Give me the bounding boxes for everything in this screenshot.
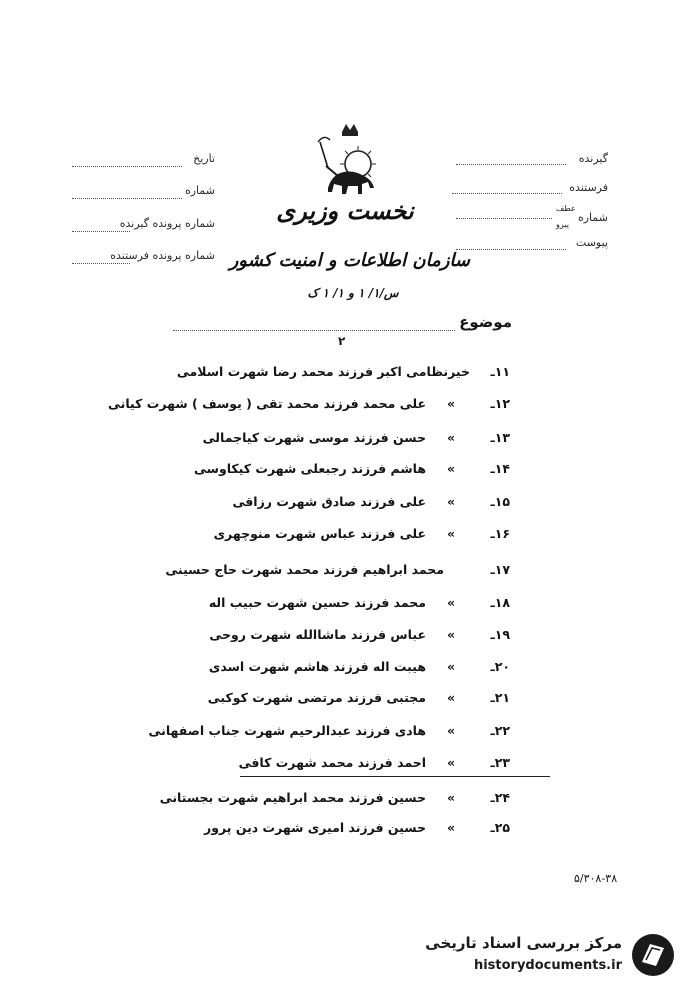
attachment-label: پیوست	[575, 236, 608, 249]
date-line	[72, 166, 182, 167]
list-item: ۱۱ـ خیرنظامی اکبر فرزند محمد رضا شهرت اسلامی	[176, 364, 510, 379]
sender-file-line	[72, 263, 130, 264]
serial-line	[72, 198, 182, 199]
organization-name: سازمان اطلاعات و امنیت کشور	[229, 250, 470, 271]
list-item: ۲۳ـ » احمد فرزند محمد شهرت کافی	[238, 755, 510, 770]
page-number: ۲	[338, 334, 346, 348]
list-item: ۲۰ـ » هیبت اله فرزند هاشم شهرت اسدی	[208, 659, 510, 674]
subject-line	[173, 330, 455, 331]
recipient-label: گیرنده	[578, 152, 608, 165]
number-sub-upper: عطف	[556, 204, 576, 213]
number-sub-lower: پیرو	[556, 220, 569, 229]
list-item: ۱۷ـ محمد ابراهیم فرزند محمد شهرت حاج حسینی	[165, 562, 510, 577]
number-line	[456, 218, 552, 219]
divider	[240, 776, 550, 777]
list-item: ۱۸ـ » محمد فرزند حسین شهرت حبیب اله	[208, 595, 510, 610]
sender-file-label: شماره پرونده فرستنده	[110, 249, 215, 262]
watermark-url: historydocuments.ir	[473, 958, 622, 973]
serial-label: شماره	[184, 184, 215, 197]
watermark-title: مرکز بررسی اسناد تاریخی	[425, 934, 622, 952]
lion-and-sun-emblem-icon	[308, 122, 392, 200]
archive-logo-icon	[630, 932, 676, 978]
document-code: س/۱/ ۱ و ۱/ ۱ ک	[307, 286, 399, 300]
list-item: ۲۵ـ » حسین فرزند امیری شهرت دین پرور	[204, 820, 510, 835]
list-item: ۱۳ـ » حسن فرزند موسی شهرت کیاجمالی	[202, 430, 510, 445]
list-item: ۲۱ـ » مجتبی فرزند مرتضی شهرت کوکبی	[207, 690, 510, 705]
recipient-line	[456, 164, 566, 165]
recipient-file-line	[72, 231, 130, 232]
sender-line	[452, 193, 562, 194]
file-reference: ۵/۳۰۸-۳۸	[574, 872, 618, 885]
office-title: نخست وزیری	[276, 196, 414, 225]
list-item: ۱۶ـ » علی فرزند عباس شهرت منوچهری	[213, 526, 510, 541]
watermark	[420, 930, 680, 982]
sender-label: فرستنده	[569, 181, 608, 194]
number-label: شماره	[577, 211, 608, 224]
list-item: ۲۴ـ » حسین فرزند محمد ابراهیم شهرت بجستانی	[159, 790, 510, 805]
date-label: تاریخ	[193, 152, 215, 165]
list-item: ۱۵ـ » علی فرزند صادق شهرت رزاقی	[232, 494, 510, 509]
recipient-file-label: شماره پرونده گیرنده	[119, 217, 215, 230]
list-item: ۲۲ـ » هادی فرزند عبدالرحیم شهرت جناب اصفهانی	[148, 723, 510, 738]
list-item: ۱۴ـ » هاشم فرزند رجبعلی شهرت کیکاوسی	[194, 461, 510, 476]
subject-label: موضوع	[459, 313, 512, 331]
attachment-line	[456, 249, 566, 250]
list-item: ۱۲ـ » علی محمد فرزند محمد تقی ( یوسف ) شهرت کیانی	[108, 396, 510, 411]
list-item: ۱۹ـ » عباس فرزند ماشاالله شهرت روحی	[209, 627, 510, 642]
